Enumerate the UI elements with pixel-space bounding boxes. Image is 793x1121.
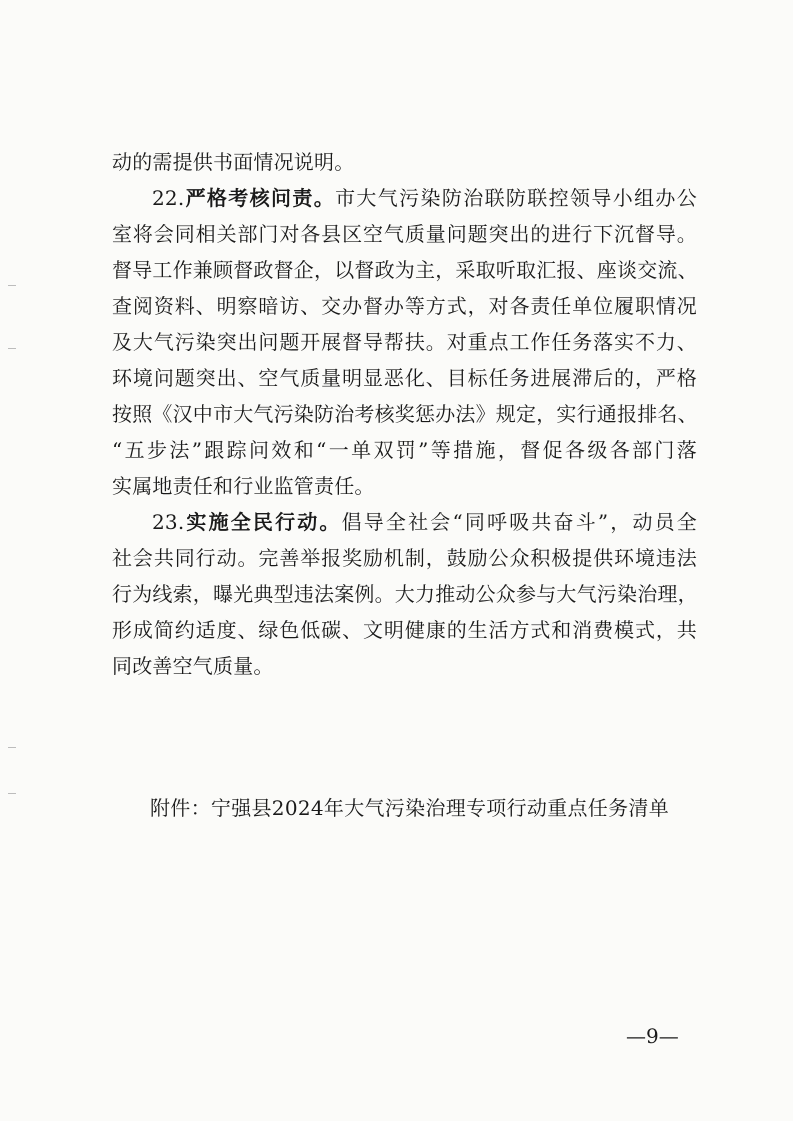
item-22-heading: 严格考核问责。 bbox=[184, 186, 336, 210]
scan-margin-mark bbox=[8, 348, 16, 349]
item-23-heading: 实施全民行动。 bbox=[184, 510, 342, 534]
paragraph-line: 督导工作兼顾督政督企，以督政为主，采取听取汇报、座谈交流、 bbox=[112, 258, 698, 282]
paragraph-line: 社会共同行动。完善举报奖励机制，鼓励公众积极提供环境违法 bbox=[112, 546, 697, 570]
paragraph-line: 查阅资料、明察暗访、交办督办等方式，对各责任单位履职情况 bbox=[112, 294, 697, 318]
paragraph-line: 动的需提供书面情况说明。 bbox=[112, 150, 355, 174]
page-number: —9— bbox=[626, 1024, 679, 1048]
item-22-number: 22. bbox=[152, 186, 185, 210]
item-23-first-line-text: 倡导全社会“同呼吸共奋斗”，动员全 bbox=[341, 510, 697, 534]
paragraph-line: “五步法”跟踪问效和“一单双罚”等措施，督促各级各部门落 bbox=[112, 438, 697, 462]
body-text bbox=[112, 144, 697, 684]
paragraph-line: 环境问题突出、空气质量明显恶化、目标任务进展滞后的，严格 bbox=[112, 366, 697, 390]
scan-margin-mark bbox=[8, 285, 16, 286]
paragraph-line: 行为线索，曝光典型违法案例。大力推动公众参与大气污染治理， bbox=[112, 582, 698, 606]
paragraph-line: 按照《汉中市大气污染防治考核奖惩办法》规定，实行通报排名、 bbox=[112, 402, 698, 426]
paragraph-line: 实属地责任和行业监管责任。 bbox=[112, 474, 375, 498]
item-23-first-line bbox=[112, 504, 697, 540]
scan-margin-mark bbox=[8, 793, 16, 794]
paragraph-line: 室将会同相关部门对各县区空气质量问题突出的进行下沉督导。 bbox=[112, 222, 697, 246]
item-23-number: 23. bbox=[152, 510, 185, 534]
paragraph-line: 及大气污染突出问题开展督导帮扶。对重点工作任务落实不力、 bbox=[112, 330, 697, 354]
item-22-first-line bbox=[112, 180, 697, 216]
scan-margin-mark bbox=[8, 747, 16, 748]
paragraph-line: 形成简约适度、绿色低碳、文明健康的生活方式和消费模式，共 bbox=[112, 618, 697, 642]
paragraph-line: 同改善空气质量。 bbox=[112, 654, 274, 678]
attachment-line: 附件：宁强县2024年大气污染治理专项行动重点任务清单 bbox=[150, 796, 669, 820]
item-22-first-line-text: 市大气污染防治联防联控领导小组办公 bbox=[335, 186, 697, 210]
